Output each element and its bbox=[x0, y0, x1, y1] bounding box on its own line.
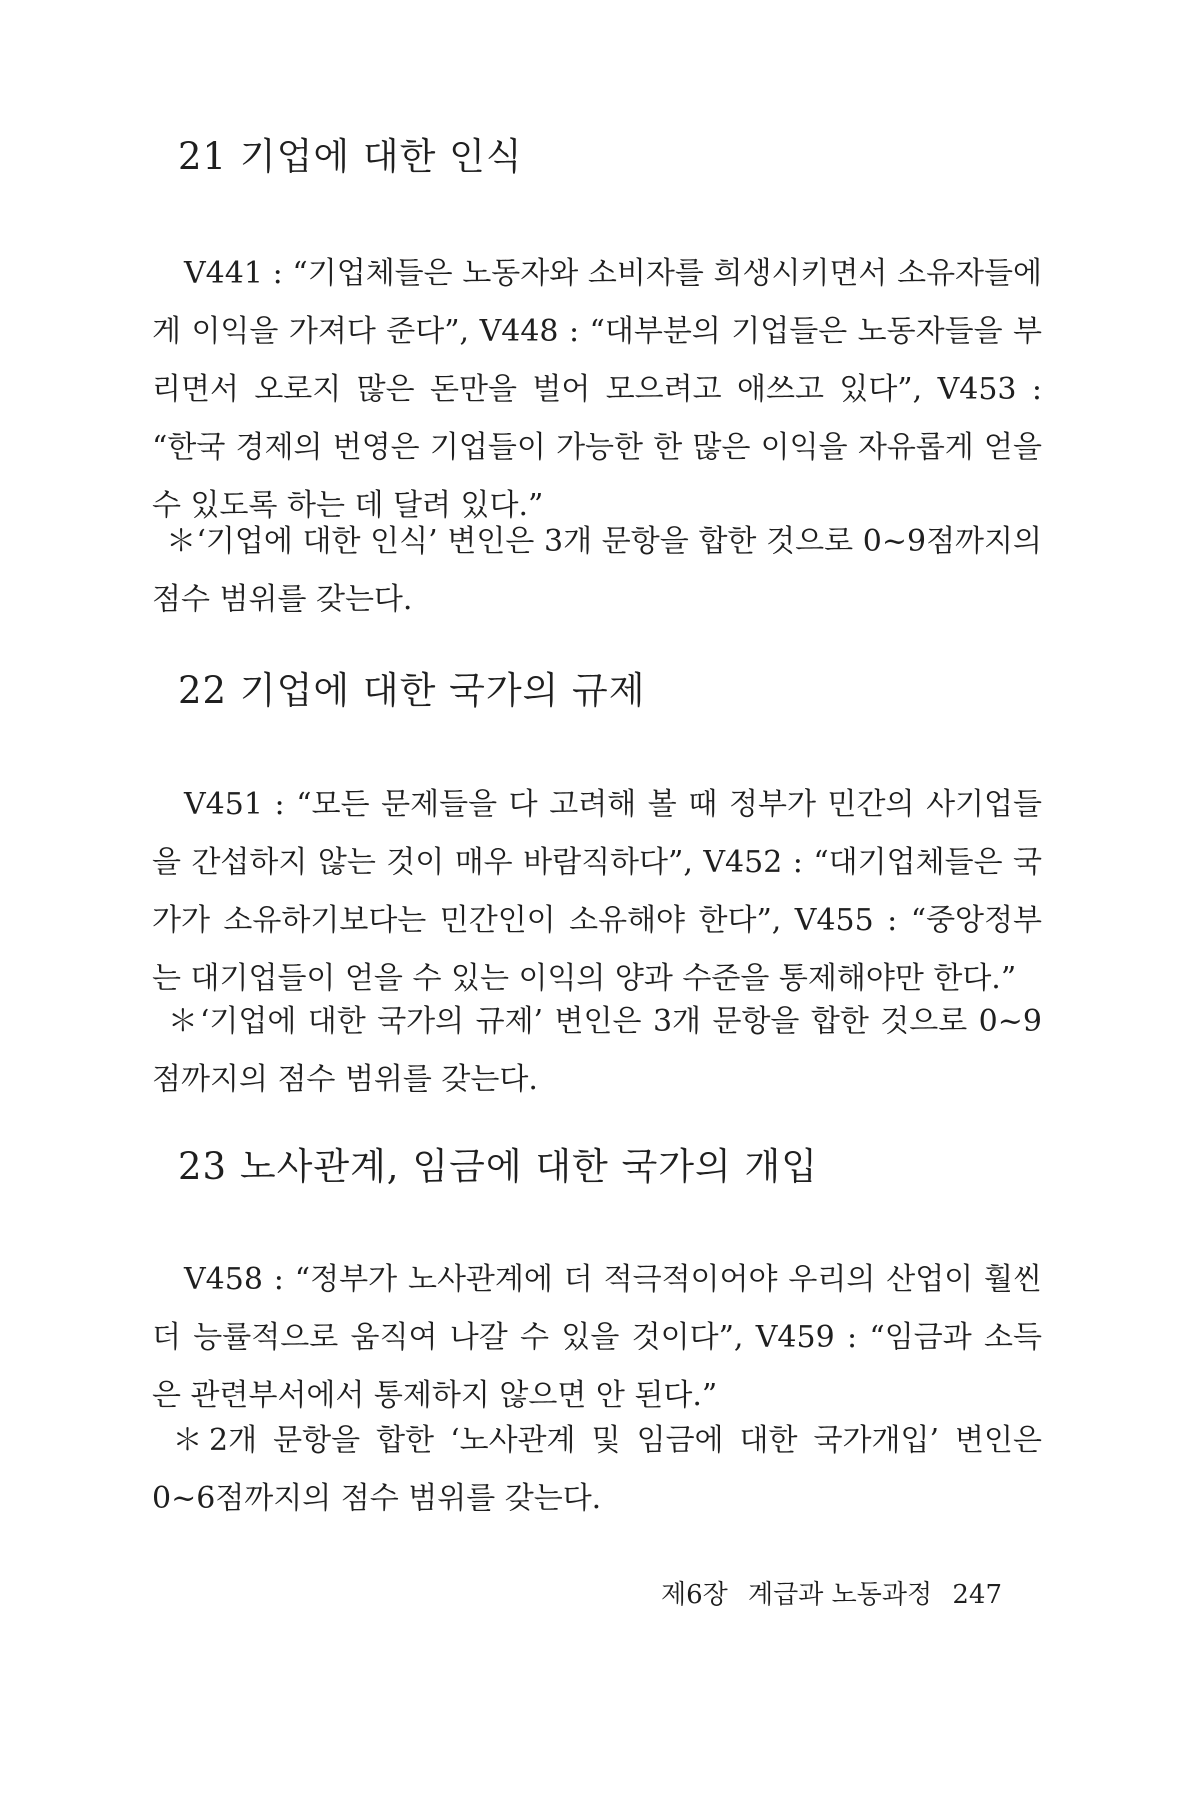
section-note-22-text: ＊‘기업에 대한 국가의 규제’ 변인은 3개 문항을 합한 것으로 0~9점까지의 점수 범위를 갖는다. bbox=[152, 1004, 1042, 1097]
section-body-22-text: V451 : “모든 문제들을 다 고려해 볼 때 정부가 민간의 사기업들을 간섭하지 않는 것이 매우 바람직하다”, V452 : “대기업체들은 국가가 소유하기보다는 민간인이 소유해야 한다”, V455 : “중앙정부는 대기업들이 얻을 수 있는 이익의 양과 수준을 통제해야만 한다.” bbox=[152, 787, 1042, 996]
section-note-22 bbox=[152, 993, 1042, 1109]
section-note-21 bbox=[152, 513, 1042, 629]
section-note-23 bbox=[152, 1412, 1042, 1528]
footer-chapter: 제6장 bbox=[660, 1580, 728, 1610]
footer-chapter-title: 계급과 노동과정 bbox=[748, 1580, 933, 1610]
section-title-22: 22 기업에 대한 국가의 규제 bbox=[178, 669, 646, 712]
section-body-22 bbox=[152, 776, 1042, 1008]
section-title-21: 21 기업에 대한 인식 bbox=[178, 135, 523, 178]
section-body-23 bbox=[152, 1251, 1042, 1425]
section-body-21 bbox=[152, 245, 1042, 535]
footer-page-number: 247 bbox=[952, 1580, 1002, 1610]
section-note-21-text: ＊‘기업에 대한 인식’ 변인은 3개 문항을 합한 것으로 0~9점까지의 점수 범위를 갖는다. bbox=[152, 524, 1042, 617]
page-footer bbox=[649, 1574, 1002, 1611]
section-body-23-text: V458 : “정부가 노사관계에 더 적극적이어야 우리의 산업이 훨씬 더 능률적으로 움직여 나갈 수 있을 것이다”, V459 : “임금과 소득은 관련부서에서 통제하지 않으면 안 된다.” bbox=[152, 1262, 1042, 1413]
section-title-23: 23 노사관계, 임금에 대한 국가의 개입 bbox=[178, 1145, 819, 1188]
section-note-23-text: ＊2개 문항을 합한 ‘노사관계 및 임금에 대한 국가개입’ 변인은 0~6점까지의 점수 범위를 갖는다. bbox=[152, 1423, 1042, 1516]
section-body-21-text: V441 : “기업체들은 노동자와 소비자를 희생시키면서 소유자들에게 이익을 가져다 준다”, V448 : “대부분의 기업들은 노동자들을 부리면서 오로지 많은 돈만을 벌어 모으려고 애쓰고 있다”, V453 : “한국 경제의 번영은 기업들이 가능한 한 많은 이익을 자유롭게 얻을 수 있도록 하는 데 달려 있다.” bbox=[152, 256, 1042, 523]
